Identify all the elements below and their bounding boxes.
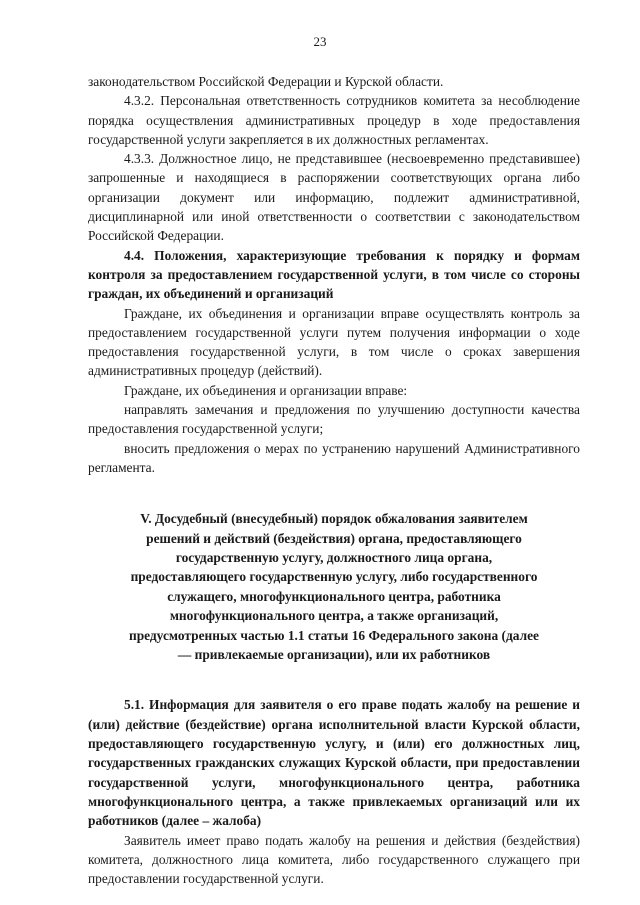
paragraph-4-3-2: 4.3.2. Персональная ответственность сотрудников комитета за несоблюдение порядка осуществления административных процедур в ходе предоставления государственной услуги закрепляется в их должностных регламентах. xyxy=(88,93,580,147)
page-number: 23 xyxy=(313,34,327,49)
heading-5-1: 5.1. Информация для заявителя о его праве подать жалобу на решение и (или) действие (бездействие) органа исполнительной власти Курской области, предоставляющего государственную услугу, и (или) его должностных лиц, государственных гражданских служащих Курской области, при предоставлении государственной услуги, многофункционального центра, работника многофункционального центра, а также привлекаемых организаций или их работников (далее – жалоба) xyxy=(88,697,580,829)
paragraph-4-4-rights: Граждане, их объединения и организации вправе: xyxy=(124,382,408,398)
document-body xyxy=(88,72,580,888)
section-5-heading-line: V. Досудебный (внесудебный) порядок обжалования заявителем xyxy=(140,511,528,527)
paragraph-4-4-proposals: вносить предложения о мерах по устранению нарушений Административного регламента. xyxy=(88,440,580,475)
section-5-heading-line: государственную услугу, должностного лица органа, xyxy=(175,550,493,566)
section-5-heading-line: предусмотренных частью 1.1 статьи 16 Федерального закона (далее xyxy=(128,627,539,643)
section-5-heading-line: решений и действий (бездействия) органа, предоставляющего xyxy=(146,530,522,546)
section-5-heading-line: — привлекаемые организации), или их работников xyxy=(177,647,491,663)
paragraph-continuation: законодательством Российской Федерации и Курской области. xyxy=(88,74,444,89)
section-5-heading xyxy=(88,509,580,664)
paragraph-4-4-remarks: направлять замечания и предложения по улучшению доступности качества предоставления государственной услуги; xyxy=(88,402,580,437)
section-5-heading-line: многофункционального центра, а также организаций, xyxy=(169,608,499,624)
section-5-heading-line: предоставляющего государственную услугу, либо государственного xyxy=(130,569,538,585)
paragraph-4-3-3: 4.3.3. Должностное лицо, не представившее (несвоевременно представившее) запрошенные и находящиеся в распоряжении соответствующих органа либо организации документ или информацию, подлежит административной, дисциплинарной или иной ответственности о соответствии с законодательством Российской Федерации. xyxy=(88,151,580,244)
paragraph-4-4-control: Граждане, их объединения и организации вправе осуществлять контроль за предоставлением государственной услуги путем получения информации о ходе предоставления государственной услуги, в том числе о сроках завершения административных процедур (действий). xyxy=(88,305,580,379)
paragraph-5-1-right: Заявитель имеет право подать жалобу на решения и действия (бездействия) комитета, должностного лица комитета, либо государственного служащего при предоставлении государственной услуги. xyxy=(88,832,580,887)
section-5-heading-line: служащего, многофункционального центра, работника xyxy=(167,588,501,604)
heading-4-4: 4.4. Положения, характеризующие требования к порядку и формам контроля за предоставлением государственной услуги, в том числе со стороны граждан, их объединений и организаций xyxy=(88,247,580,302)
